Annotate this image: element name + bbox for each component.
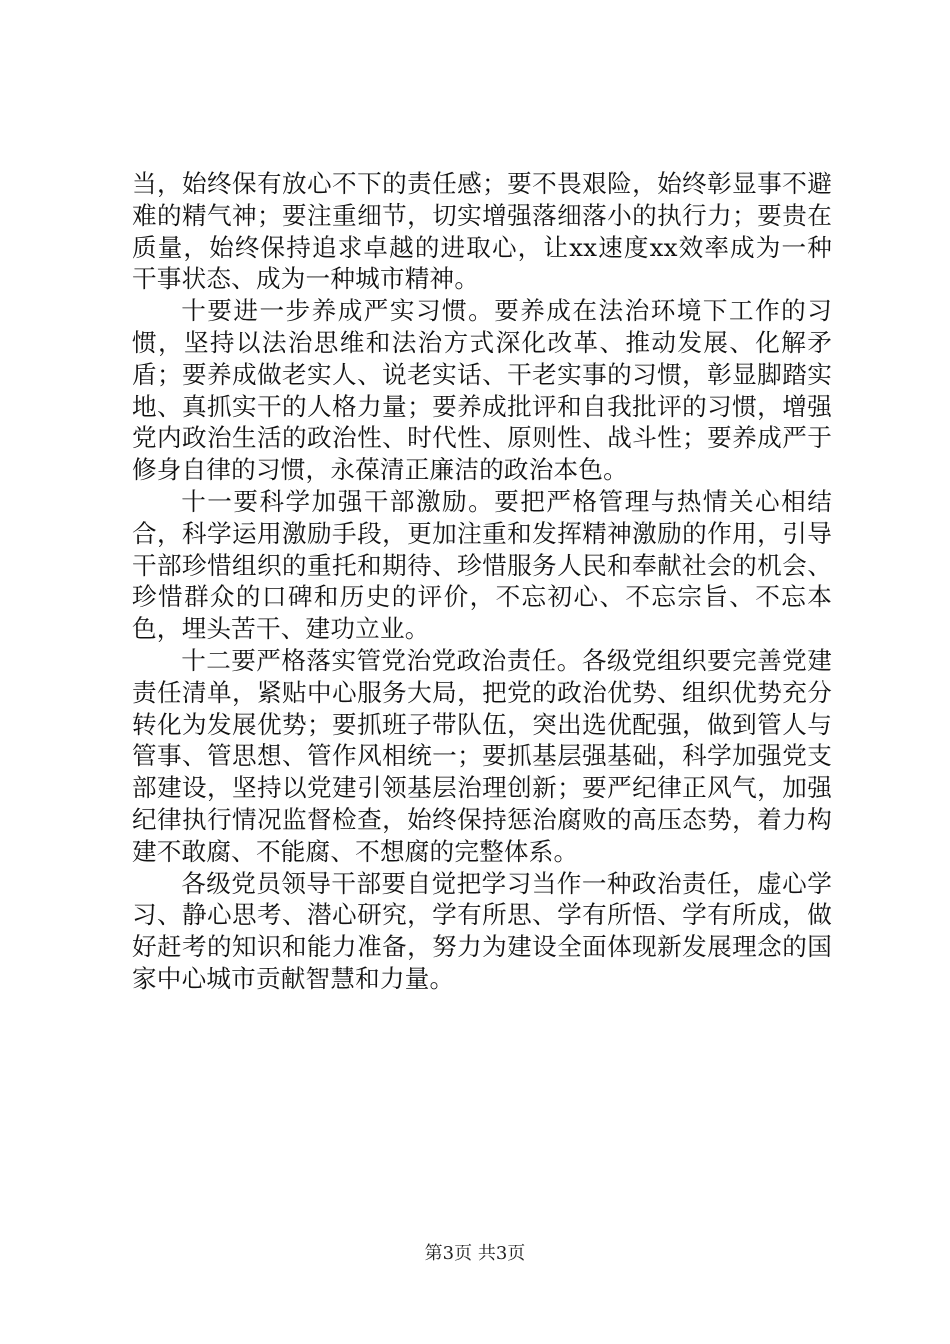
paragraph-eleven: 十一要科学加强干部激励。要把严格管理与热情关心相结合，科学运用激励手段，更加注重和发挥精神激励的作用，引导干部珍惜组织的重托和期待、珍惜服务人民和奉献社会的机会、珍惜群众的口碑和历史的评价，不忘初心、不忘宗旨、不忘本色，埋头苦干、建功立业。 bbox=[132, 486, 832, 644]
paragraph-twelve: 十二要严格落实管党治党政治责任。各级党组织要完善党建责任清单，紧贴中心服务大局，把党的政治优势、组织优势充分转化为发展优势；要抓班子带队伍，突出选优配强，做到管人与管事、管思想、管作风相统一；要抓基层强基础，科学加强党支部建设，坚持以党建引领基层治理创新；要严纪律正风气，加强纪律执行情况监督检查，始终保持惩治腐败的高压态势，着力构建不敢腐、不能腐、不想腐的完整体系。 bbox=[132, 645, 832, 866]
page-number-footer: 第3页 共3页 bbox=[424, 1243, 526, 1264]
paragraph-ten: 十要进一步养成严实习惯。要养成在法治环境下工作的习惯，坚持以法治思维和法治方式深化改革、推动发展、化解矛盾；要养成做老实人、说老实话、干老实事的习惯，彰显脚踏实地、真抓实干的人格力量；要养成批评和自我批评的习惯，增强党内政治生活的政治性、时代性、原则性、战斗性；要养成严于修身自律的习惯，永葆清正廉洁的政治本色。 bbox=[132, 296, 832, 485]
paragraph-closing: 各级党员领导干部要自觉把学习当作一种政治责任，虚心学习、静心思考、潜心研究，学有所思、学有所悟、学有所成，做好赶考的知识和能力准备，努力为建设全面体现新发展理念的国家中心城市贡献智慧和力量。 bbox=[132, 868, 832, 993]
paragraph-continuation: 当，始终保有放心不下的责任感；要不畏艰险，始终彰显事不避难的精气神；要注重细节，切实增强落细落小的执行力；要贵在质量，始终保持追求卓越的进取心，让xx速度xx效率成为一种干事状态、成为一种城市精神。 bbox=[132, 169, 832, 294]
document-body bbox=[132, 168, 832, 995]
